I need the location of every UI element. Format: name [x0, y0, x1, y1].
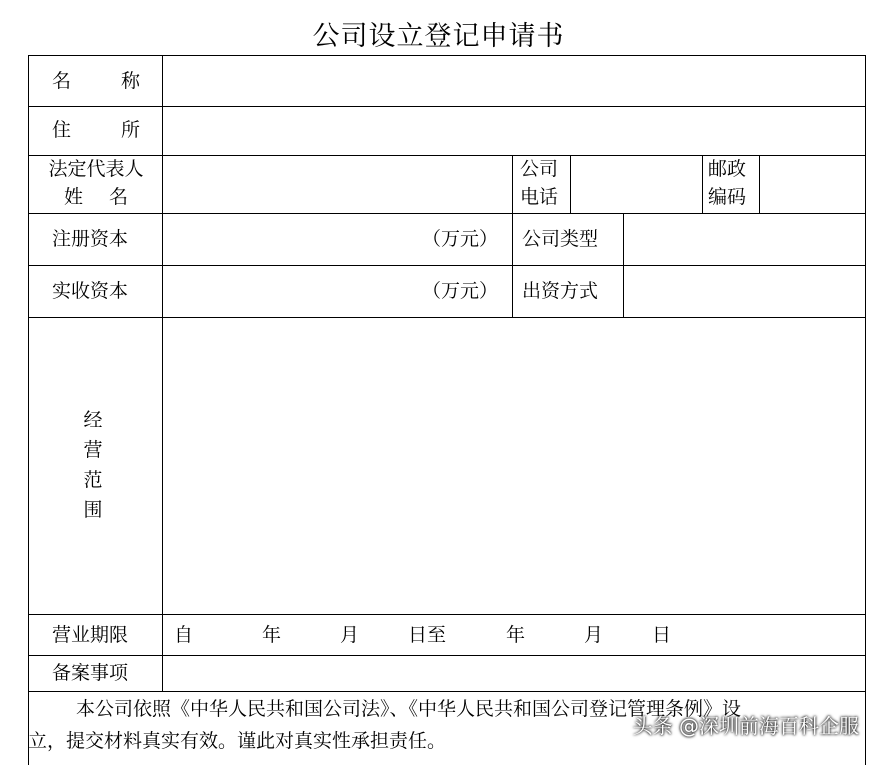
contribution-method-field[interactable] — [625, 266, 864, 316]
business-term-label: 营业期限 — [52, 624, 129, 646]
border-left — [28, 55, 29, 765]
row-divider — [28, 614, 866, 615]
phone-label-line2: 电话 — [520, 186, 559, 208]
watermark: 头条 @深圳前海百科企服 — [632, 714, 859, 738]
column-divider — [570, 155, 571, 213]
term-month-end: 月 — [584, 624, 604, 646]
term-from: 自 — [174, 624, 194, 646]
postcode-label-line2: 编码 — [708, 186, 747, 208]
address-label — [52, 116, 140, 144]
term-day-end: 日 — [652, 624, 672, 646]
paid-capital-unit: （万元） — [422, 280, 499, 302]
column-divider — [512, 155, 513, 317]
address-field[interactable] — [164, 107, 864, 154]
paid-capital-label: 实收资本 — [52, 280, 129, 302]
filing-items-label: 备案事项 — [52, 662, 129, 684]
phone-field[interactable] — [572, 156, 701, 212]
registered-capital-unit: （万元） — [422, 228, 499, 250]
declaration-line: 本公司依照《中华人民共和国公司法》、《中华人民共和国公司登记管理条例》设 — [76, 698, 742, 720]
name-label — [52, 67, 140, 95]
rep-label-char: 名 — [108, 186, 128, 208]
name-field[interactable] — [164, 56, 864, 105]
scope-label-char: 营 — [83, 439, 103, 461]
phone-label-line1: 公司 — [520, 158, 559, 180]
scope-label-char: 经 — [83, 409, 103, 431]
declaration-line: 立，提交材料真实有效。谨此对真实性承担责任。 — [28, 730, 447, 752]
column-divider — [623, 213, 624, 317]
company-type-field[interactable] — [625, 214, 864, 264]
label-column-divider — [162, 55, 163, 691]
postcode-label-line1: 邮政 — [708, 158, 747, 180]
name-label-char: 称 — [120, 70, 140, 92]
term-year-start: 年 — [262, 624, 282, 646]
scope-label-char: 范 — [83, 469, 103, 491]
column-divider — [702, 155, 703, 213]
term-day-to: 日至 — [408, 624, 447, 646]
rep-label-char: 姓 — [64, 186, 84, 208]
filing-items-field[interactable] — [164, 656, 864, 690]
address-label-char: 住 — [52, 119, 72, 141]
contribution-method-label: 出资方式 — [522, 280, 599, 302]
rep-label-line1: 法定代表人 — [48, 158, 144, 180]
row-divider — [28, 691, 866, 692]
border-right — [865, 55, 866, 765]
application-form — [28, 55, 866, 765]
scope-label-char: 围 — [83, 499, 103, 521]
address-label-char: 所 — [120, 119, 140, 141]
term-month-start: 月 — [340, 624, 360, 646]
business-scope-field[interactable] — [164, 318, 864, 613]
rep-name-field[interactable] — [164, 156, 511, 212]
form-title: 公司设立登记申请书 — [312, 21, 565, 52]
term-year-end: 年 — [506, 624, 526, 646]
rep-label-line2 — [64, 183, 128, 211]
column-divider — [759, 155, 760, 213]
name-label-char: 名 — [52, 70, 72, 92]
postcode-field[interactable] — [761, 156, 864, 212]
registered-capital-label: 注册资本 — [52, 228, 129, 250]
company-type-label: 公司类型 — [522, 228, 599, 250]
